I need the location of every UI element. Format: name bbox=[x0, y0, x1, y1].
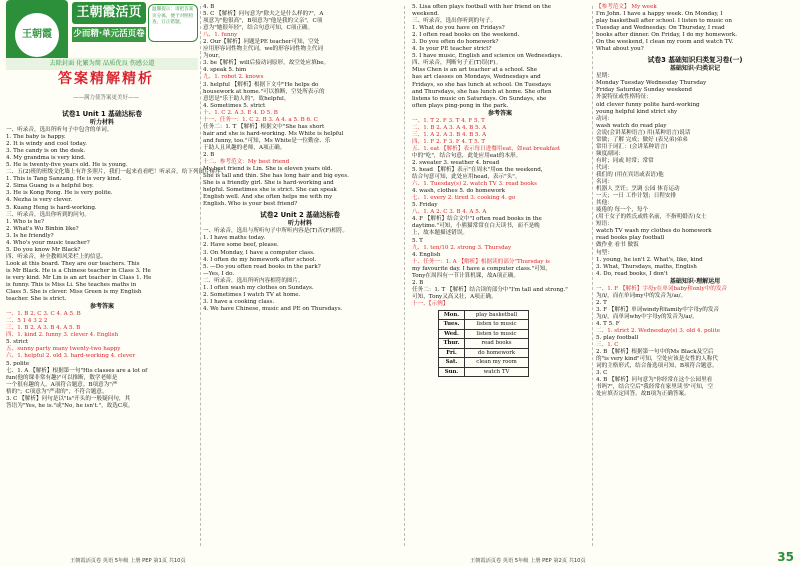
text-line: helpful. Sometimes she is strict. She can speak bbox=[203, 187, 337, 194]
text-line: fun(他的课非常有趣)"可以推断，数学老师是 bbox=[6, 374, 118, 381]
text-line: 4. F 【解析】结合文中"I often read books in the bbox=[412, 216, 542, 223]
schedule-day: Fri. bbox=[439, 348, 465, 358]
text-line: 八、1. funny bbox=[203, 32, 238, 39]
text-line: 五、sunny party many twenty-two happy bbox=[6, 346, 121, 353]
text-line: 4. wash, clothes 5. do homework bbox=[412, 188, 506, 195]
schedule-row bbox=[439, 329, 529, 339]
text-line: 5. play football bbox=[596, 335, 639, 342]
text-line: 2. I often read books on the weekend. bbox=[412, 32, 520, 39]
text-line: 外貌特征或性格特征： bbox=[596, 94, 652, 101]
text-line: 3. Is he friendly? bbox=[6, 232, 54, 239]
schedule-activity: play basketball bbox=[465, 310, 529, 320]
text-line: 3. be【解析】will后接动词原形，故空处应填be。 bbox=[203, 60, 330, 67]
text-line: 三、1. A 2. A 3. B 4. B 5. A bbox=[412, 131, 487, 138]
text-line: 为/i/，而单词why中字母y的发音为/aɪ/。 bbox=[596, 313, 698, 320]
text-line: play basketball after school. I listen to music on bbox=[596, 18, 732, 25]
text-line: 3. The candy is on the desk. bbox=[6, 148, 86, 155]
text-line: 三、听录音，选出你听到的句子。 bbox=[412, 18, 496, 25]
section-heading: 试卷2 Unit 2 基础达标卷 bbox=[259, 211, 341, 220]
text-line: and Thursdays, she has lunch at home. She often bbox=[412, 88, 552, 95]
text-line: 5. C 【解析】问句意为"除夫之是什么样的?"，A bbox=[203, 11, 324, 18]
text-line: 4. T 5. F bbox=[596, 320, 620, 327]
page-number: 35 bbox=[777, 550, 794, 564]
text-line: 1. Who is he? bbox=[6, 218, 44, 225]
text-line: 十二、参考范文：My best friend bbox=[203, 159, 290, 166]
text-line: 常做；了解 完成；做好 (表兄弟)弟弟 bbox=[596, 136, 688, 143]
text-line: Tuesday and Wednesday. On Thursday, I read bbox=[596, 25, 725, 32]
brand-slogan: 少而精·单元活页卷 bbox=[72, 27, 146, 42]
page-subtitle: ——满力使答案更美好—— bbox=[72, 95, 139, 101]
schedule-row bbox=[439, 310, 529, 320]
text-line: 中的"吃"，结合句意，此处应用eat的本形。 bbox=[412, 152, 522, 159]
text-line: Tony在周四有一节计算机课，故A项正确。 bbox=[412, 272, 519, 279]
column-3-text bbox=[412, 4, 588, 308]
page-title: 答案精解精析 bbox=[58, 71, 154, 87]
text-line: 六、1. Tuesday(s) 2. watch TV 3. read books bbox=[412, 181, 537, 188]
schedule-activity: listen to music bbox=[465, 329, 529, 339]
schedule-table bbox=[438, 310, 529, 378]
text-line: 一天；一日 工作计划；日程安排 bbox=[596, 193, 677, 200]
text-line: weekend. bbox=[412, 11, 440, 18]
section-heading: 试卷3 基础知识归类复习卷(一) bbox=[647, 56, 743, 65]
text-line: She is a friendly girl. She is hard-working and bbox=[203, 180, 334, 187]
text-line: 一、1. T 2. F 3. T 4. F 5. T bbox=[412, 117, 485, 124]
logo-text: 王朝霞 bbox=[15, 13, 59, 57]
text-line: 一个很有趣的人，A项符合题意。B项意为"严 bbox=[6, 381, 118, 388]
text-line: Look at this board. They are our teachers. This bbox=[6, 260, 140, 267]
text-line: 3. C bbox=[596, 370, 608, 377]
text-line: 1. I often wash my clothes on Sundays. bbox=[203, 284, 314, 291]
text-line: 1. The baby is happy. bbox=[6, 134, 66, 141]
text-line: housework at home."可以推断，空处所表示的 bbox=[203, 88, 325, 95]
text-line: 十一、【示例】 bbox=[412, 300, 449, 307]
text-line: 动词： bbox=[596, 115, 613, 122]
subsection-heading: 听力材料 bbox=[287, 220, 312, 228]
text-line: Friday Saturday Sunday weekend bbox=[596, 87, 692, 94]
subsection-heading: 基础知识·理解运用 bbox=[669, 277, 721, 285]
schedule-day: Tues. bbox=[439, 320, 465, 330]
text-line: What about you? bbox=[596, 46, 644, 53]
text-line: 十、1. C 2. A 3. E 4. D 5. B bbox=[203, 109, 278, 116]
text-line: 2. sweater 3. weather 4. bread bbox=[412, 159, 500, 166]
text-line: 星期： bbox=[596, 73, 613, 80]
schedule-activity: clean my room bbox=[465, 358, 529, 368]
text-line: 我们的 (用在宾语或表语)他 bbox=[596, 171, 664, 178]
text-line: has art classes on Mondays, Wednesdays and bbox=[412, 74, 541, 81]
tagline: 去除封面 化繁为简 品质优良 伤感公道 bbox=[6, 58, 198, 70]
text-line: 一、1. B 2. C 3. C 4. A 5. B bbox=[6, 311, 81, 318]
text-line: 5. —Do you often read books in the park? bbox=[203, 263, 321, 270]
schedule-day: Wed. bbox=[439, 329, 465, 339]
column-divider bbox=[592, 6, 593, 546]
text-line: 4. B 【解析】问句意为"你经常在这个公园里看 bbox=[596, 377, 713, 384]
text-line: often plays ping-pong in the park. bbox=[412, 102, 509, 109]
text-line: 九、1. robot 2. knows bbox=[203, 74, 264, 81]
text-line: Miss Chen is an art teacher at a school. She bbox=[412, 67, 538, 74]
text-line: 1. young, he isn't 2. What's, like, kind bbox=[596, 256, 703, 263]
text-line: old clever funny polite hard-working bbox=[596, 101, 700, 108]
text-line: 4. Who's your music teacher? bbox=[6, 239, 90, 246]
text-line: 处应填否定回答。故B项为正确答案。 bbox=[596, 391, 690, 398]
schedule-activity: watch TV bbox=[465, 367, 529, 377]
text-line: 3. What, Thursdays, maths, English bbox=[596, 263, 697, 270]
text-line: 十、任务一：1. A 【解析】根据读的部分"Thursday is bbox=[412, 258, 551, 265]
text-line: read books play football bbox=[596, 235, 665, 242]
text-line: 1. This is Tang Sanzang. He is very kind. bbox=[6, 176, 122, 183]
text-line: 4. speak 5. him bbox=[203, 67, 247, 74]
text-line: I'm John. I have a happy week. On Monday, I bbox=[596, 11, 723, 18]
text-line: 3. C 【解析】问句是以"Is"开头的一般疑问句，其 bbox=[6, 395, 131, 402]
text-line: 其他： bbox=[596, 200, 613, 207]
text-line: 二、听录音，选出所听内容相符的图片。 bbox=[203, 277, 304, 284]
schedule-day: Sun. bbox=[439, 367, 465, 377]
text-line: books after dinner. On Friday, I do my homework. bbox=[596, 32, 738, 39]
text-line: 二、1. B 2. A 3. A 4. B 5. A bbox=[412, 124, 487, 131]
text-line: 5. He is twenty-five years old. He is young. bbox=[6, 162, 128, 169]
text-line: 上，故本题描述错误。 bbox=[412, 230, 468, 237]
text-line: 机器人 烹饪；烹调 公园 体育运动 bbox=[596, 186, 680, 193]
text-line: Class 5. She is clever. Miss Green is my English bbox=[6, 289, 142, 296]
text-line: and funny, too."可知，Ms White是一位勤奋、乐 bbox=[203, 137, 331, 144]
text-line: 一、1. F 【解析】字母y在单词baby和only中的发音 bbox=[596, 285, 728, 292]
text-line: 结合句意可知，此处应用head，表示"头"。 bbox=[412, 174, 521, 181]
text-line: 2. Our【解析】问题是PE teacher可知，空处 bbox=[203, 39, 320, 46]
schedule-row bbox=[439, 339, 529, 349]
text-line: 5. Do you know Mr Black? bbox=[6, 246, 81, 253]
text-line: 3. Do you often do homework? bbox=[412, 39, 499, 46]
text-line: 于助人且风趣的老师，A项正确。 bbox=[203, 144, 286, 151]
schedule-day: Sat. bbox=[439, 358, 465, 368]
text-line: 4. English bbox=[412, 251, 441, 258]
schedule-activity: do homework bbox=[465, 348, 529, 358]
column-2 bbox=[203, 4, 397, 566]
text-line: 3. I have a cooking class. bbox=[203, 298, 275, 305]
text-line: 答语为"Yes, he is."或"No, he isn't."，故选C项。 bbox=[6, 402, 134, 409]
text-line: 八、1. A 2. C 3. B 4. A 5. A bbox=[412, 209, 487, 216]
subsection-heading: 参考答案 bbox=[89, 303, 114, 311]
text-line: 二、1. strict 2. Wednesday(s) 3. old 4. polite bbox=[596, 327, 721, 334]
text-line: 一、听录音，选出与所听句子中所听内容是(T)否(F)相符。 bbox=[203, 228, 348, 235]
column-divider bbox=[404, 6, 405, 546]
text-line: 4. Sometimes 5. strict bbox=[203, 102, 266, 109]
text-line: 2. Sima Guang is a helpful boy. bbox=[6, 183, 94, 190]
text-line: 2. It is windy and cool today. bbox=[6, 141, 87, 148]
text-line: young helpful kind strict shy bbox=[596, 108, 678, 115]
text-line: 十一、任务一：1. C 2. B 3. A 4. a 5. B 6. C bbox=[203, 116, 318, 123]
text-line: 2. B 【解析】根据第一句中的Ms Black及空后 bbox=[596, 349, 714, 356]
footer-left: 王朝霞活页卷 英语 5年级 上册 PEP 第1页 共10页 bbox=[70, 558, 186, 564]
text-line: 4. Do, read books, I don't bbox=[596, 270, 668, 277]
text-line: 4. My grandma is very kind. bbox=[6, 155, 86, 162]
section-heading: 试卷1 Unit 1 基础达标卷 bbox=[61, 110, 143, 118]
text-line: 一、听录音，选出所听句子中包含的单词。 bbox=[6, 127, 113, 133]
text-line: English. Who is your best friend? bbox=[203, 201, 298, 208]
text-line: (用于女子的姓氏或姓名前，不指明婚否)女士 bbox=[596, 214, 707, 221]
schedule-activity: listen to music bbox=[465, 320, 529, 330]
text-line: 4. I often do my homework after school. bbox=[203, 256, 317, 263]
text-line: 为our。 bbox=[203, 53, 224, 60]
text-line: 4. We have Chinese, music and PE on Thursdays. bbox=[203, 305, 343, 312]
text-line: 2. Sometimes I watch TV at home. bbox=[203, 291, 301, 298]
text-line: daytime."可知，小熊猫常常在白天读书，而不是晚 bbox=[412, 223, 540, 230]
text-line: 1. What do you have on Fridays? bbox=[412, 25, 505, 32]
text-line: 3. He is Kong Rong. He is very polite. bbox=[6, 190, 113, 197]
text-line: 七、1. every 2. tired 3. cooking 4. go bbox=[412, 195, 516, 202]
text-line: 二、5 1 4 3 2 2 bbox=[6, 318, 48, 325]
text-line: 句型： bbox=[596, 249, 613, 256]
text-line: 2. Have some beef, please. bbox=[203, 242, 279, 249]
text-line: 2. B bbox=[203, 151, 215, 158]
text-line: 4. Nezha is very clever. bbox=[6, 197, 73, 204]
column-4 bbox=[596, 4, 794, 566]
text-line: 三、1. C bbox=[596, 342, 619, 349]
text-line: 常用于词汇：(会讲某种语言) bbox=[596, 143, 668, 150]
text-line: 5. strict bbox=[6, 339, 29, 346]
text-line: 六、1. helpful 2. old 3. hard-working 4. clever bbox=[6, 353, 136, 360]
text-line: 3. On Monday, I have a computer class. bbox=[203, 249, 315, 256]
text-line: 书吗?"，结合空后"我经常在家里读书"可知，空 bbox=[596, 384, 713, 391]
text-line: 任务二：1. T 【解析】根据文中"She has short bbox=[203, 123, 325, 130]
text-line: English well. And she often helps me with my bbox=[203, 194, 333, 201]
text-line: —Yes, I do. bbox=[203, 270, 235, 277]
text-line: is very kind. Mr Lin is an art teacher in Class 1. He bbox=[6, 274, 152, 281]
subsection-heading: 参考答案 bbox=[487, 109, 512, 117]
text-line: 名词： bbox=[596, 179, 613, 186]
text-line: is funny. This is Miss Li. She teaches maths in bbox=[6, 282, 137, 289]
text-line: 做作业 看书 做饭 bbox=[596, 242, 639, 249]
text-line: 格的"；C项意为"严肃的"，不符合题意。 bbox=[6, 388, 108, 395]
subsection-heading: 基础知识·归类识记 bbox=[669, 65, 721, 73]
schedule-day: Thur. bbox=[439, 339, 465, 349]
text-line: 会说(会讲某种语言) 用(某种语言)说话 bbox=[596, 129, 691, 136]
text-line: Fridays, so she has lunch at school. On Tuesdays bbox=[412, 81, 551, 88]
text-line: my favourite day. I have a computer class."可知， bbox=[412, 265, 551, 272]
column-3 bbox=[412, 4, 588, 566]
text-line: 的"is very kind"可知，空处应该是女性的人称代 bbox=[596, 356, 718, 363]
column-divider bbox=[200, 6, 201, 546]
text-line: 【参考范文】 My week bbox=[596, 4, 657, 10]
text-line: 短语： bbox=[596, 221, 613, 228]
text-line: On the weekend, I clean my room and watch TV. bbox=[596, 39, 734, 46]
footer-right: 王朝霞活页卷 英语 5年级 上册 PEP 第2页 共10页 bbox=[470, 558, 586, 564]
text-line: 四、1. kind 2. funny 3. clever 4. English bbox=[6, 332, 119, 339]
header-banner bbox=[6, 0, 198, 78]
text-line: 代词： bbox=[596, 164, 613, 171]
text-line: 四、听录音，判断句子正(T)误(F)。 bbox=[412, 60, 502, 67]
text-line: 七、1. A 【解析】根据第一句"His classes are a lot of bbox=[6, 367, 148, 374]
text-line: 2. What's Wu Binbin like? bbox=[6, 225, 79, 232]
text-line: 3. helpful 【解析】根据下文中"He helps do bbox=[203, 81, 319, 88]
text-line: 3. F 【解析】单词windy和family中字母y的发音 bbox=[596, 306, 720, 313]
text-line: 5. Friday bbox=[412, 202, 438, 209]
text-line: 频度副词： bbox=[596, 150, 624, 157]
text-line: is Mr Black. He is a Chinese teacher in Class 3. He bbox=[6, 267, 151, 274]
schedule-row bbox=[439, 367, 529, 377]
text-line: Monday Tuesday Wednesday Thursday bbox=[596, 80, 707, 87]
text-line: 词的主格形式，结合备选项可知，B项符合题意。 bbox=[596, 363, 718, 370]
text-line: 三、1. B 2. A 3. B 4. A 5. B bbox=[6, 325, 81, 332]
schedule-row bbox=[439, 358, 529, 368]
text-line: 1. I have maths today. bbox=[203, 235, 266, 242]
schedule-row bbox=[439, 348, 529, 358]
text-line: 2. B bbox=[412, 279, 424, 286]
text-line: watch TV wash my clothes do homework bbox=[596, 228, 712, 235]
text-line: 应用形容词性物主代词，we的形容词性物主代词 bbox=[203, 46, 323, 53]
text-line: 九、1. ten/10 2. strong 3. Thursday bbox=[412, 244, 512, 251]
text-line: 4. Is your PE teacher strict? bbox=[412, 46, 492, 53]
text-line: She is tall and thin. She has long hair and big eyes. bbox=[203, 173, 349, 180]
text-line: My best friend is Lin. She is eleven years old. bbox=[203, 166, 333, 173]
text-line: 二、五(2)班的班级文化墙上有许多照片，我们一起来看看吧！听录音，给下列图片排序。 bbox=[6, 169, 227, 176]
text-line: wash watch do read play bbox=[596, 122, 667, 129]
text-line: 四、1. F 2. F 3. F 4. T 5. T bbox=[412, 138, 485, 145]
schedule-activity: read books bbox=[465, 339, 529, 349]
brand-title: 王朝霞活页 bbox=[72, 2, 146, 24]
text-line: 有时；同或 时常；常常 bbox=[596, 157, 654, 164]
text-line: 4. B bbox=[203, 4, 215, 10]
schedule-row bbox=[439, 320, 529, 330]
text-line: 5. T bbox=[412, 237, 423, 244]
subsection-heading: 听力材料 bbox=[89, 119, 114, 126]
text-line: 为/i/，而在单词my中的发音为/aɪ/。 bbox=[596, 292, 687, 299]
text-line: 项意为"他很高"，B项意为"他是我的父亲"，C项 bbox=[203, 18, 323, 25]
text-line: 5. Kuang Heng is hard-working. bbox=[6, 204, 97, 211]
text-line: teacher. She is strict. bbox=[6, 296, 67, 303]
tip-bubble: 温馨提示：请把答案页分离，便于对照检查，订正错题。 bbox=[148, 4, 198, 42]
text-line: 意思是"乐于助人的"，故helpful。 bbox=[203, 95, 290, 102]
text-line: 5. head 【解析】表示"在周末"用on the weekend， bbox=[412, 167, 547, 174]
text-line: hair and she is hard-working. Ms White is helpful bbox=[203, 130, 344, 137]
schedule-day: Mon. bbox=[439, 310, 465, 320]
text-line: 三、听录音，选出你听到的问句。 bbox=[6, 211, 90, 218]
text-line: 四、听录音，补全教师风采栏上的信息。 bbox=[6, 253, 107, 260]
text-line: 任务二：1. T 【解析】结合读的部分中"I'm tall and strong." bbox=[412, 286, 568, 293]
text-line: 2. T bbox=[596, 299, 607, 306]
text-line: 五、1. eat 【解析】表示每日进餐用eat，如eat breakfast bbox=[412, 145, 561, 152]
text-line: 可知，Tony又高又壮，A项正确。 bbox=[412, 293, 497, 300]
text-line: 5. polite bbox=[6, 360, 30, 367]
text-line: 疲倦的 每一个，每个 bbox=[596, 207, 649, 214]
text-line: 意为"她很年轻"，结合句意可知，C项正确。 bbox=[203, 25, 314, 32]
text-line: 5. I have music, English and science on Wednesdays. bbox=[412, 53, 563, 60]
text-line: 5. Lisa often plays football with her friend on the bbox=[412, 4, 552, 10]
text-line: listens to music on Saturdays. On Sundays, she bbox=[412, 95, 547, 102]
